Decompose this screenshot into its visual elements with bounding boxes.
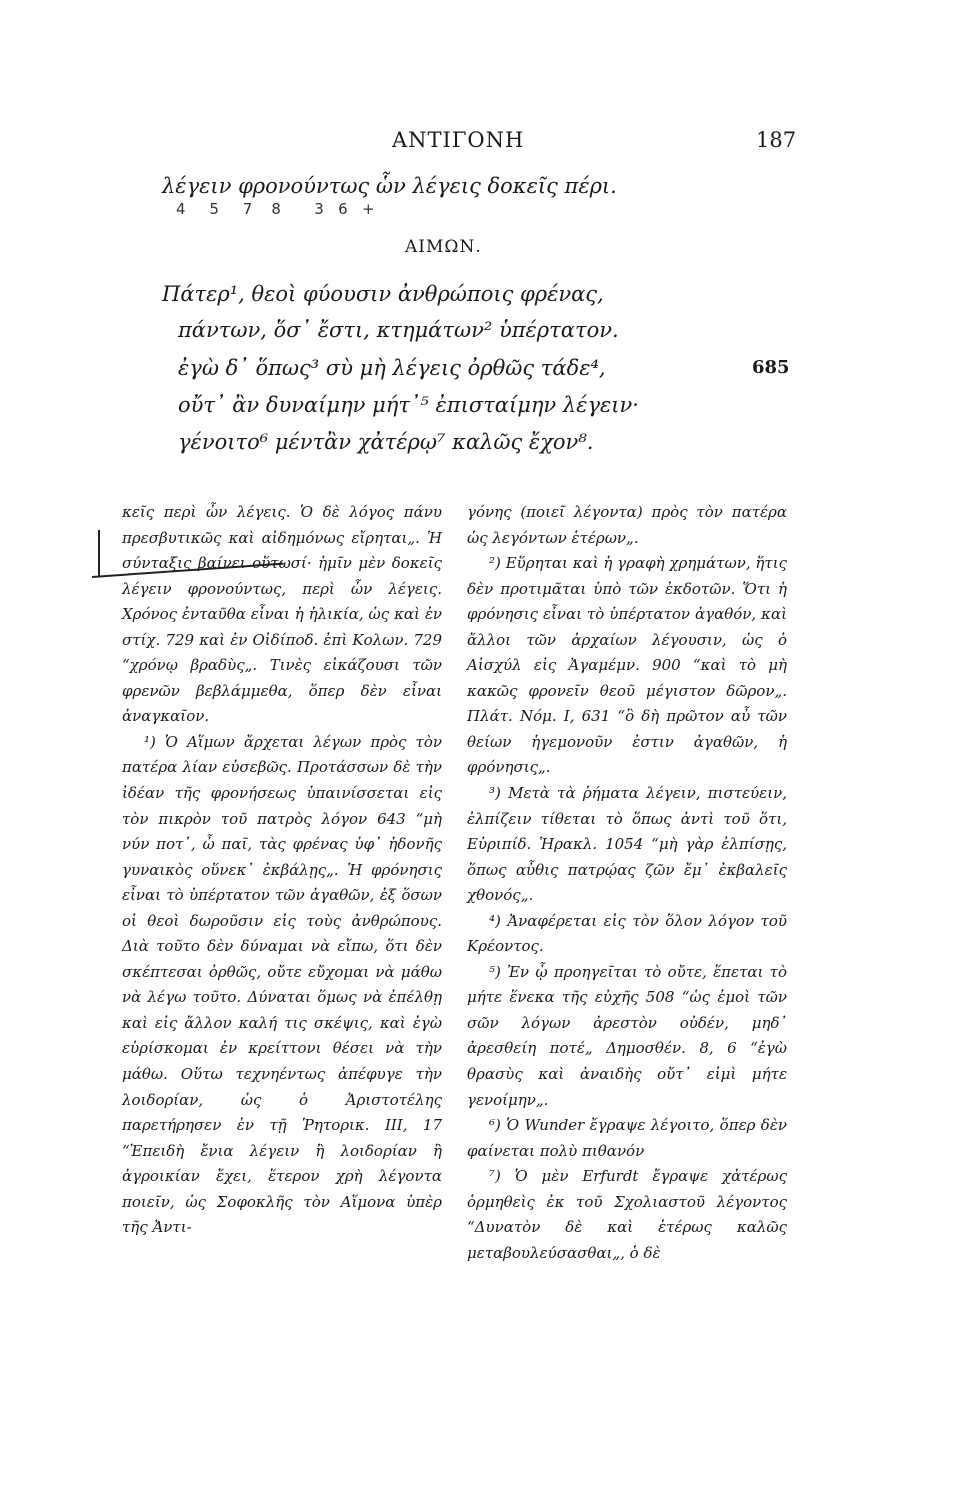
commentary-note: ⁶) Ὁ Wunder ἔγραψε λέγοιτο, ὅπερ δὲν φαίνεται πολὺ πιθανόν: [467, 1116, 787, 1160]
pencil-marks: 4 5 7 8 3 6 +: [176, 200, 375, 218]
commentary-note: ³) Μετὰ τὰ ῥήματα λέγειν, πιστεύειν, ἐλπίζειν τίθεται τὸ ὅπως ἀντὶ τοῦ ὅτι, Εὐριπίδ. Ἡρακλ. 1054 “μὴ γὰρ ἐλπίσῃς, ὅπως αὖθις πατρῴας ζῶν ἔμ᾽ ἐκβαλεῖς χθονός„.: [467, 784, 787, 905]
verse-line: οὔτ᾽ ἂν δυναίμην μήτ᾽⁵ ἐπισταίμην λέγειν·: [178, 393, 639, 417]
commentary-note: ⁴) Ἀναφέρεται εἰς τὸν ὅλον λόγον τοῦ Κρέοντος.: [467, 911, 787, 956]
commentary-paragraph: κεῖς περὶ ὧν λέγεις. Ὁ δὲ λόγος πάνυ πρεσβυτικῶς καὶ αἰδημόνως εἴρηται„. Ἡ σύνταξις βαίνει οὕτωσί· ἡμῖν μὲν δοκεῖς λέγειν φρονούντως, περὶ ὧν λέγεις. Χρόνος ἐνταῦθα εἶναι ἡ ἡλικία, ὡς καὶ ἐν στίχ. 729 καὶ ἐν Οἰδίποδ. ἐπὶ Κολων. 729 “χρόνῳ βραδὺς„. Τινὲς εἰκάζουσι τῶν φρενῶν βεβλάμμεθα, ὅπερ δὲν εἶναι ἀναγκαῖον.: [122, 503, 442, 726]
verse-line: Πάτερ¹, θεοὶ φύουσιν ἀνθρώποις φρένας,: [162, 282, 604, 306]
verse-line: πάντων, ὅσ᾽ ἔστι, κτημάτων² ὑπέρτατον.: [178, 318, 619, 342]
running-head: ΑΝΤΙΓΟΝΗ: [392, 128, 525, 152]
verse-line: ἐγὼ δ᾽ ὅπως³ σὺ μὴ λέγεις ὀρθῶς τάδε⁴,: [178, 356, 606, 380]
commentary-note: ⁷) Ὁ μὲν Erfurdt ἔγραψε χἀτέρως ὁρμηθεὶς ἐκ τοῦ Σχολιαστοῦ λέγοντος “Δυνατὸν δὲ καὶ ἑτέρως καλῶς μεταβουλεύσασθαι„, ὁ δὲ: [467, 1167, 787, 1262]
verse-line-top: λέγειν φρονούντως ὧν λέγεις δοκεῖς πέρι.: [162, 174, 617, 198]
commentary-note: ²) Εὕρηται καὶ ἡ γραφὴ χρημάτων, ἥτις δὲν προτιμᾶται ὑπὸ τῶν ἐκδοτῶν. Ὅτι ἡ φρόνησις εἶναι τὸ ὑπέρτατον ἀγαθόν, καὶ ἄλλοι τῶν ἀρχαίων λέγουσιν, ὡς ὁ Αἰσχύλ εἰς Ἀγαμέμν. 900 “καὶ τὸ μὴ κακῶς φρονεῖν θεοῦ μέγιστον δῶρον„. Πλάτ. Νόμ. I, 631 “ὃ δὴ πρῶτον αὖ τῶν θείων ἡγεμονοῦν ἐστιν ἀγαθῶν, ἡ φρόνησις„.: [467, 554, 787, 777]
page-number: 187: [756, 128, 797, 152]
commentary-right-column: [467, 500, 787, 1266]
commentary-left-column: [122, 500, 442, 1241]
speaker-name: ΑΙΜΩΝ.: [405, 237, 482, 257]
pen-mark-vertical: [98, 530, 100, 576]
commentary-paragraph: γόνης (ποιεῖ λέγοντα) πρὸς τὸν πατέρα ὡς λεγόντων ἑτέρων„.: [467, 503, 787, 547]
commentary-note: ⁵) Ἐν ᾧ προηγεῖται τὸ οὔτε, ἕπεται τὸ μήτε ἕνεκα τῆς εὐχῆς 508 “ὡς ἐμοὶ τῶν σῶν λόγων ἀρεστὸν οὐδέν, μηδ᾽ ἀρεσθείη ποτέ„ Δημοσθέν. 8, 6 “ἐγὼ θρασὺς καὶ ἀναιδὴς οὔτ᾽ εἰμὶ μήτε γενοίμην„.: [467, 962, 787, 1109]
commentary-note: ¹) Ὁ Αἵμων ἄρχεται λέγων πρὸς τὸν πατέρα λίαν εὐσεβῶς. Προτάσσων δὲ τὴν ἰδέαν τῆς φρονήσεως ὑπαινίσσεται εἰς τὸν πικρὸν τοῦ πατρὸς λόγον 643 “μὴ νύν ποτ᾽, ὦ παῖ, τὰς φρένας ὑφ᾽ ἡδονῆς γυναικὸς οὕνεκ᾽ ἐκβάλῃς„. Ἡ φρόνησις εἶναι τὸ ὑπέρτατον τῶν ἀγαθῶν, ἐξ ὅσων οἱ θεοὶ δωροῦσιν εἰς τοὺς ἀνθρώπους. Διὰ τοῦτο δὲν δύναμαι νὰ εἴπω, ὅτι δὲν σκέπτεσαι ὀρθῶς, οὔτε εὔχομαι νὰ μάθω νὰ λέγω τοῦτο. Δύναται ὅμως νὰ ἐπέλθῃ καὶ εἰς ἄλλον καλή τις σκέψις, καὶ ἐγὼ εὑρίσκομαι ἐν κρείττονι θέσει νὰ τὴν μάθω. Οὕτω τεχνηέντως ἀπέφυγε τὴν λοιδορίαν, ὡς ὁ Ἀριστοτέλης παρετήρησεν ἐν τῇ Ῥητορικ. III, 17 “Ἐπειδὴ ἔνια λέγειν ἢ λοιδορίαν ἢ ἀγροικίαν ἔχει, ἕτερον χρὴ λέγοντα ποιεῖν, ὡς Σοφοκλῆς τὸν Αἵμονα ὑπὲρ τῆς Ἀντι-: [122, 732, 442, 1237]
verse-line: γένοιτο⁶ μέντἂν χἀτέρῳ⁷ καλῶς ἔχον⁸.: [178, 430, 594, 454]
line-number: 685: [752, 357, 790, 378]
